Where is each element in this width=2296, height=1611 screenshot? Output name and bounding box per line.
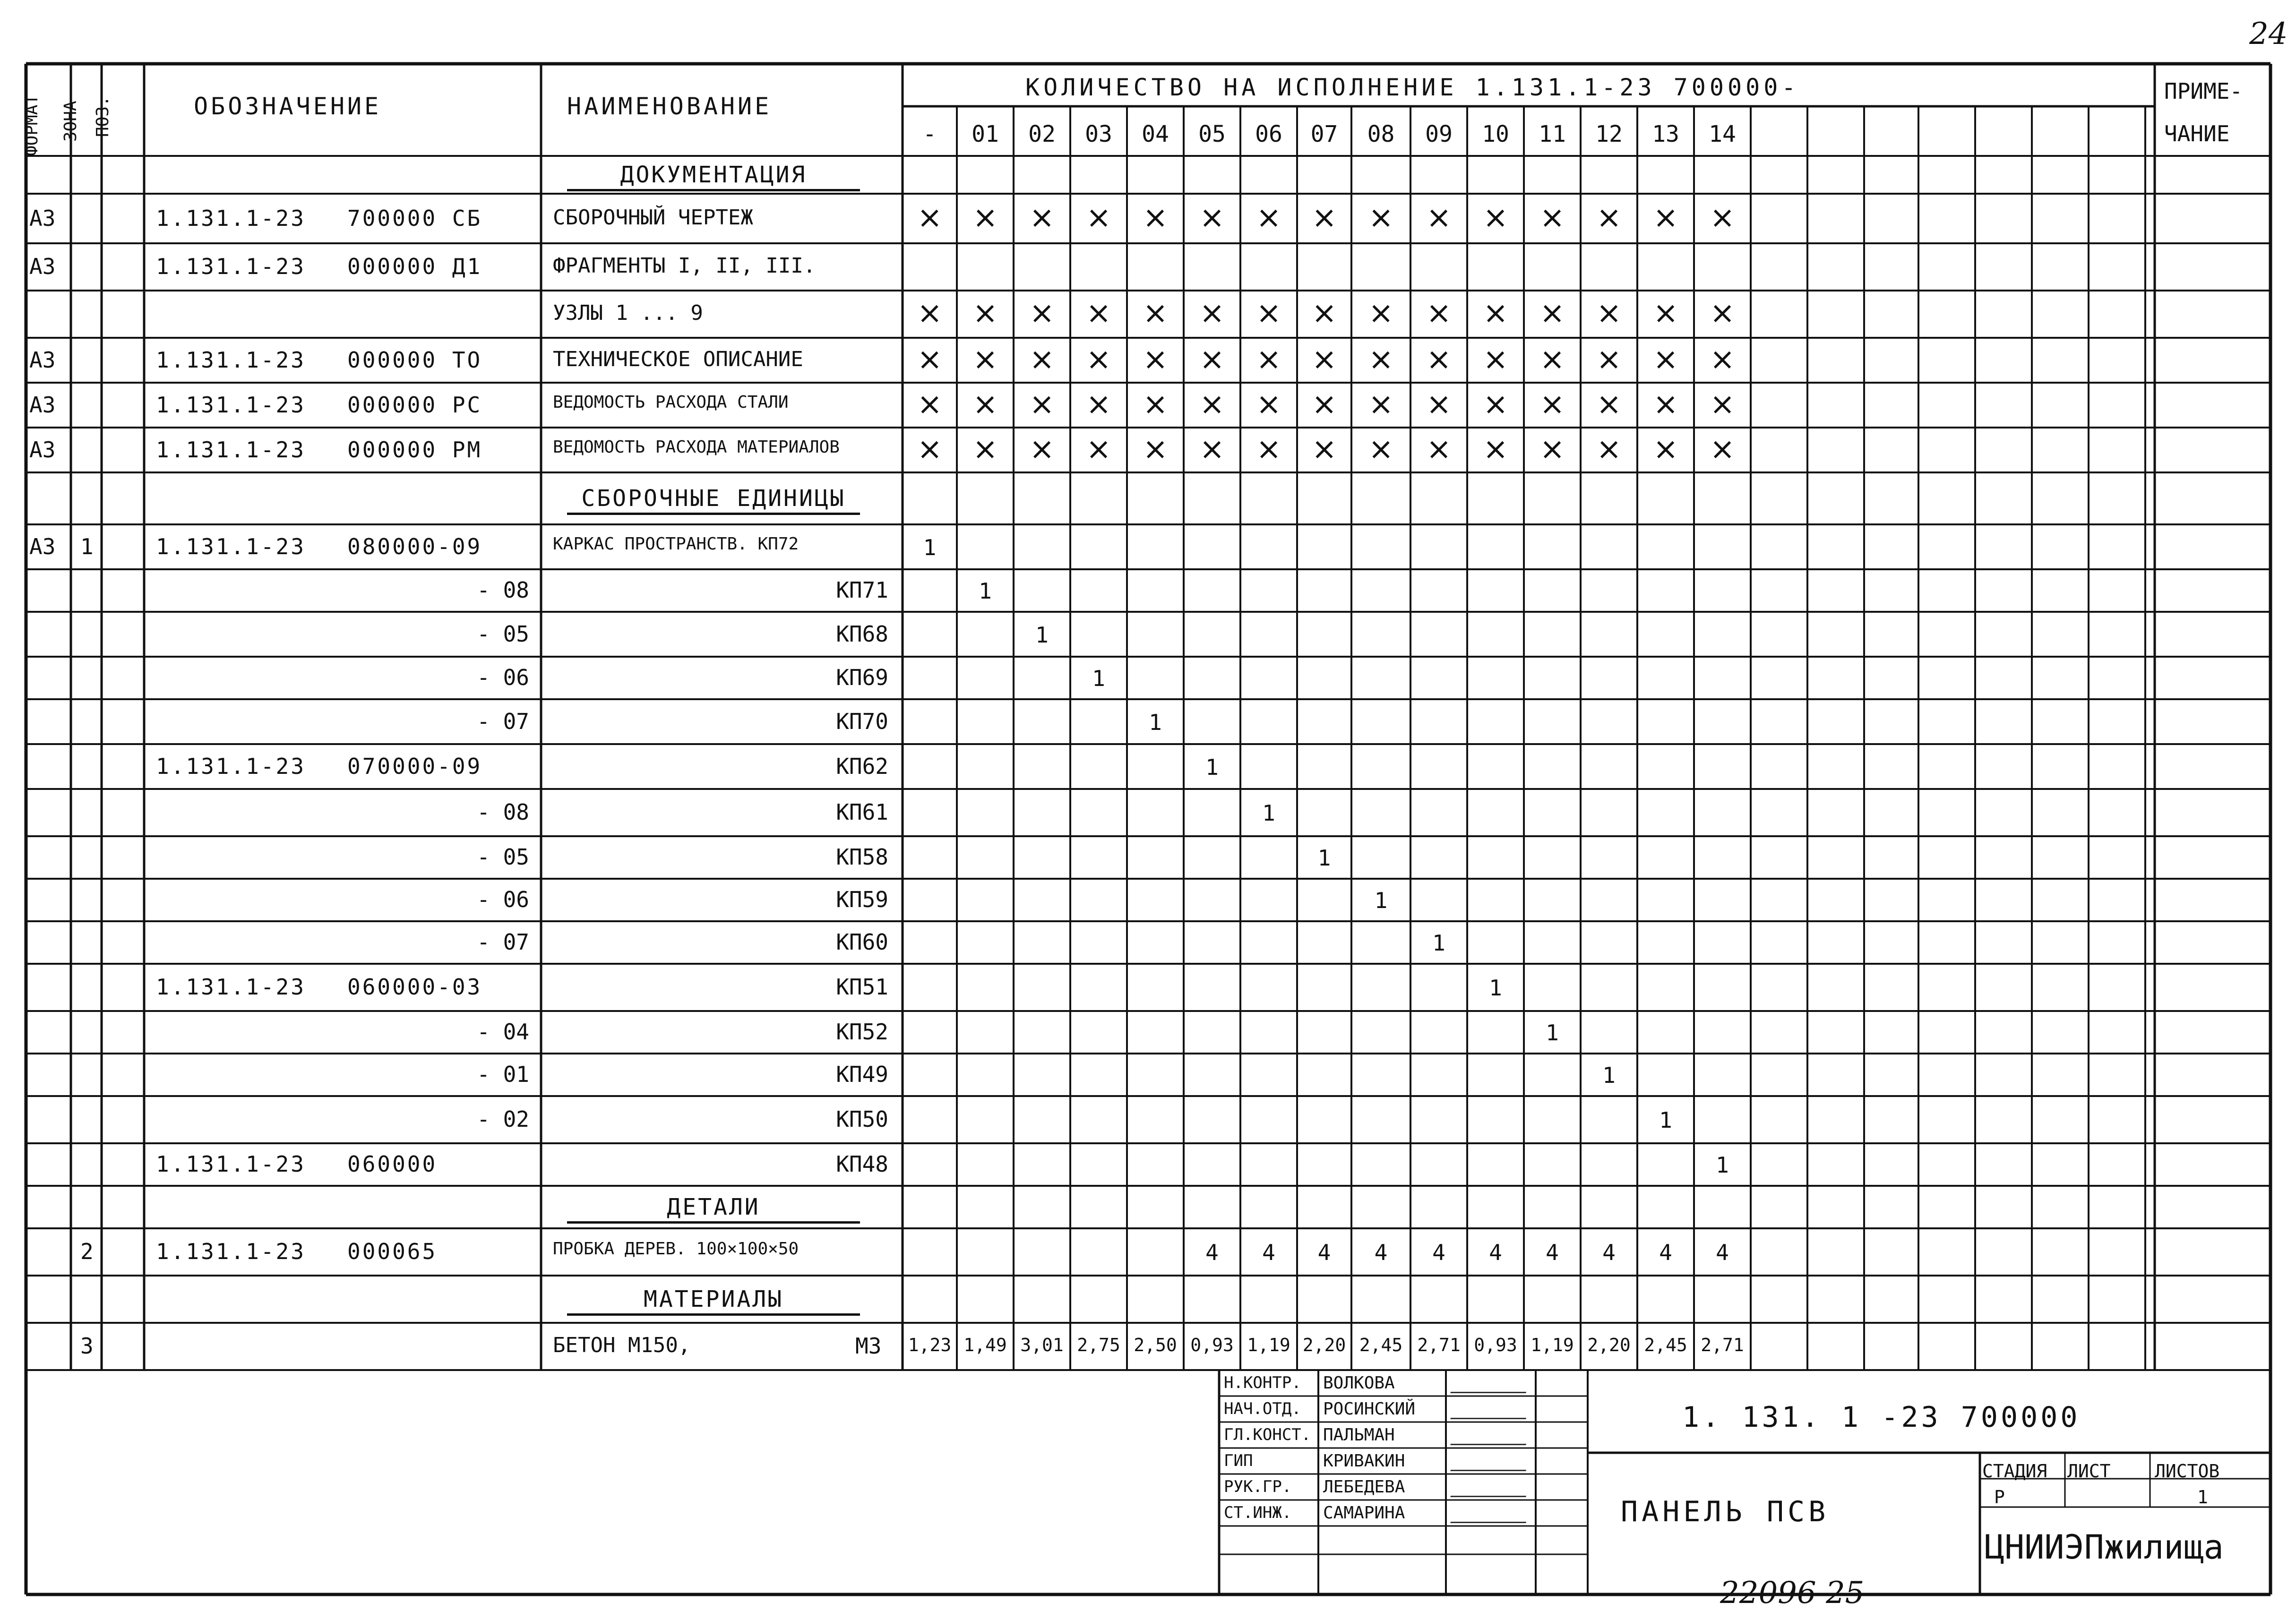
quantity-value: 1 xyxy=(1659,1107,1672,1133)
cell-designation-suffix: 700000 СБ xyxy=(347,205,482,231)
section-heading: МАТЕРИАЛЫ xyxy=(567,1288,860,1316)
variant-label: 14 xyxy=(1709,121,1736,147)
cell-designation: 1.131.1-23 xyxy=(156,392,306,418)
applicability-mark: × xyxy=(1483,342,1508,377)
handwritten-signature xyxy=(1450,1503,1531,1523)
quantity-value: 2,71 xyxy=(1701,1335,1744,1355)
quantity-value: 1 xyxy=(1317,845,1331,871)
signature-role: СТ.ИНЖ. xyxy=(1224,1503,1292,1522)
applicability-mark: × xyxy=(1143,296,1168,331)
cell-name: КАРКАС ПРОСТРАНСТВ. КП72 xyxy=(553,534,799,554)
signature-role: НАЧ.ОТД. xyxy=(1224,1399,1301,1418)
cell-zone: 1 xyxy=(80,533,94,559)
applicability-mark: × xyxy=(1086,342,1111,377)
signature-name: ПАЛЬМАН xyxy=(1323,1425,1395,1445)
applicability-mark: × xyxy=(1710,431,1735,467)
document-code: 1. 131. 1 -23 700000 xyxy=(1682,1401,2081,1434)
applicability-mark: × xyxy=(917,200,943,235)
applicability-mark: × xyxy=(1029,342,1055,377)
applicability-mark: × xyxy=(1199,431,1225,467)
quantity-value: 1,23 xyxy=(908,1335,952,1355)
quantity-value: 4 xyxy=(1374,1240,1388,1265)
applicability-mark: × xyxy=(1368,200,1394,235)
archive-number: 22096 25 xyxy=(1720,1576,1865,1611)
applicability-mark: × xyxy=(1483,431,1508,467)
applicability-mark: × xyxy=(1368,296,1394,331)
quantity-value: 4 xyxy=(1716,1240,1729,1265)
applicability-mark: × xyxy=(1426,386,1452,422)
quantity-value: 1 xyxy=(1489,975,1502,1001)
applicability-mark: × xyxy=(1710,296,1735,331)
applicability-mark: × xyxy=(1596,342,1622,377)
applicability-mark: × xyxy=(1311,386,1337,422)
quantity-value: 1 xyxy=(1205,754,1219,780)
signature-role: ГЛ.КОНСТ. xyxy=(1224,1425,1311,1444)
cell-name: КП68 xyxy=(836,621,888,647)
cell-name: ВЕДОМОСТЬ РАСХОДА МАТЕРИАЛОВ xyxy=(553,437,840,457)
cell-designation-variant: - 04 xyxy=(477,1019,529,1045)
variant-label: 06 xyxy=(1255,121,1282,147)
cell-designation: 1.131.1-23 xyxy=(156,205,306,231)
cell-name: КП58 xyxy=(836,844,888,870)
cell-designation-variant: - 06 xyxy=(477,665,529,690)
quantity-value: 1,19 xyxy=(1531,1335,1574,1355)
cell-designation-variant: - 07 xyxy=(477,929,529,955)
applicability-mark: × xyxy=(1029,431,1055,467)
cell-designation-variant: - 07 xyxy=(477,708,529,734)
section-heading: СБОРОЧНЫЕ ЕДИНИЦЫ xyxy=(567,487,860,515)
quantity-value: 2,45 xyxy=(1359,1335,1403,1355)
sheets-value: 1 xyxy=(2197,1487,2208,1508)
cell-designation-variant: - 08 xyxy=(477,577,529,603)
applicability-mark: × xyxy=(1086,200,1111,235)
applicability-mark: × xyxy=(1256,431,1281,467)
applicability-mark: × xyxy=(1539,386,1565,422)
cell-name: КП62 xyxy=(836,753,888,779)
signature-role: Н.КОНТР. xyxy=(1224,1373,1301,1392)
applicability-mark: × xyxy=(917,342,943,377)
cell-zone: 3 xyxy=(80,1333,94,1359)
quantity-value: 0,93 xyxy=(1190,1335,1234,1355)
applicability-mark: × xyxy=(1596,200,1622,235)
variant-label: 01 xyxy=(972,121,999,147)
applicability-mark: × xyxy=(1596,296,1622,331)
applicability-mark: × xyxy=(1086,296,1111,331)
cell-format: А3 xyxy=(29,347,56,373)
cell-name: КП50 xyxy=(836,1106,888,1132)
applicability-mark: × xyxy=(972,200,998,235)
cell-name: СБОРОЧНЫЙ ЧЕРТЕЖ xyxy=(553,205,753,230)
cell-designation: 1.131.1-23 xyxy=(156,1239,306,1264)
sheet-label: ЛИСТ xyxy=(2067,1461,2111,1482)
cell-designation-variant: - 02 xyxy=(477,1106,529,1132)
quantity-value: 1,49 xyxy=(963,1335,1007,1355)
handwritten-signature xyxy=(1450,1373,1531,1393)
quantity-value: 1 xyxy=(1035,622,1049,648)
quantity-value: 2,75 xyxy=(1077,1335,1120,1355)
cell-name: КП70 xyxy=(836,708,888,734)
applicability-mark: × xyxy=(917,431,943,467)
quantity-value: 2,45 xyxy=(1644,1335,1687,1355)
cell-designation: 1.131.1-23 xyxy=(156,347,306,373)
variant-label: 10 xyxy=(1482,121,1509,147)
signature-role: РУК.ГР. xyxy=(1224,1477,1292,1496)
applicability-mark: × xyxy=(1710,386,1735,422)
quantity-value: 3,01 xyxy=(1020,1335,1064,1355)
cell-format: А3 xyxy=(29,392,56,418)
section-heading: ДЕТАЛИ xyxy=(567,1196,860,1224)
cell-name: КП71 xyxy=(836,577,888,603)
applicability-mark: × xyxy=(1653,431,1678,467)
cell-format: А3 xyxy=(29,254,56,279)
quantity-value: 4 xyxy=(1489,1240,1502,1265)
applicability-mark: × xyxy=(917,296,943,331)
quantity-value: 1 xyxy=(1262,800,1275,826)
applicability-mark: × xyxy=(1143,431,1168,467)
applicability-mark: × xyxy=(1311,200,1337,235)
quantity-value: 4 xyxy=(1659,1240,1672,1265)
applicability-mark: × xyxy=(1653,342,1678,377)
quantity-value: 2,71 xyxy=(1417,1335,1461,1355)
cell-designation-variant: - 05 xyxy=(477,621,529,647)
variant-label: 08 xyxy=(1367,121,1395,147)
cell-designation-suffix: 070000-09 xyxy=(347,753,482,779)
applicability-mark: × xyxy=(1426,296,1452,331)
applicability-mark: × xyxy=(1539,342,1565,377)
applicability-mark: × xyxy=(1483,386,1508,422)
signature-name: ВОЛКОВА xyxy=(1323,1373,1395,1393)
applicability-mark: × xyxy=(1653,296,1678,331)
header-note-2: ЧАНИЕ xyxy=(2164,121,2230,146)
cell-designation-suffix: 000000 ТО xyxy=(347,347,482,373)
cell-unit: М3 xyxy=(855,1333,882,1359)
cell-name: ТЕХНИЧЕСКОЕ ОПИСАНИЕ xyxy=(553,347,803,371)
applicability-mark: × xyxy=(1143,200,1168,235)
applicability-mark: × xyxy=(1539,200,1565,235)
quantity-value: 0,93 xyxy=(1474,1335,1517,1355)
document-title-main: ПАНЕЛЬ ПСВ xyxy=(1621,1495,1830,1528)
quantity-value: 1 xyxy=(1092,666,1105,691)
cell-designation-suffix: 080000-09 xyxy=(347,533,482,559)
variant-label: 07 xyxy=(1310,121,1338,147)
applicability-mark: × xyxy=(1143,386,1168,422)
quantity-value: 1 xyxy=(1374,888,1388,913)
applicability-mark: × xyxy=(1199,386,1225,422)
handwritten-signature xyxy=(1450,1399,1531,1419)
header-format: ФОРМАТ xyxy=(22,94,42,156)
variant-label: 11 xyxy=(1539,121,1566,147)
applicability-mark: × xyxy=(1143,342,1168,377)
variant-label: 02 xyxy=(1028,121,1056,147)
quantity-value: 2,20 xyxy=(1302,1335,1346,1355)
sheet-number: 24 xyxy=(2249,17,2288,51)
cell-designation: 1.131.1-23 xyxy=(156,974,306,1000)
cell-name: ПРОБКА ДЕРЕВ. 100×100×50 xyxy=(553,1239,799,1259)
applicability-mark: × xyxy=(1368,431,1394,467)
sheets-label: ЛИСТОВ xyxy=(2155,1461,2220,1482)
stage-label: СТАДИЯ xyxy=(1982,1461,2047,1482)
applicability-mark: × xyxy=(1653,200,1678,235)
applicability-mark: × xyxy=(1368,386,1394,422)
header-zone: ЗОНА xyxy=(61,101,80,142)
applicability-mark: × xyxy=(1426,342,1452,377)
applicability-mark: × xyxy=(1256,296,1281,331)
variant-label: 05 xyxy=(1198,121,1226,147)
applicability-mark: × xyxy=(972,342,998,377)
applicability-mark: × xyxy=(1086,431,1111,467)
cell-designation-suffix: 060000 xyxy=(347,1151,438,1177)
variant-label: 04 xyxy=(1142,121,1169,147)
applicability-mark: × xyxy=(1596,386,1622,422)
handwritten-signature xyxy=(1450,1425,1531,1445)
cell-name: КП51 xyxy=(836,974,888,1000)
applicability-mark: × xyxy=(1029,200,1055,235)
variant-label: 13 xyxy=(1652,121,1679,147)
applicability-mark: × xyxy=(1029,296,1055,331)
applicability-mark: × xyxy=(1086,386,1111,422)
quantity-value: 4 xyxy=(1432,1240,1445,1265)
quantity-value: 1 xyxy=(979,578,992,604)
applicability-mark: × xyxy=(1483,200,1508,235)
applicability-mark: × xyxy=(1653,386,1678,422)
quantity-value: 1 xyxy=(1602,1063,1616,1088)
quantity-value: 4 xyxy=(1205,1240,1219,1265)
applicability-mark: × xyxy=(1199,200,1225,235)
cell-name: КП52 xyxy=(836,1019,888,1045)
applicability-mark: × xyxy=(1368,342,1394,377)
quantity-value: 1,19 xyxy=(1247,1335,1290,1355)
variant-label: - xyxy=(923,121,937,147)
quantity-value: 4 xyxy=(1602,1240,1616,1265)
applicability-mark: × xyxy=(972,386,998,422)
variant-label: 12 xyxy=(1595,121,1623,147)
quantity-value: 4 xyxy=(1317,1240,1331,1265)
cell-designation: 1.131.1-23 xyxy=(156,533,306,559)
cell-name: УЗЛЫ 1 ... 9 xyxy=(553,301,703,325)
header-note-1: ПРИМЕ- xyxy=(2164,78,2243,104)
applicability-mark: × xyxy=(1539,296,1565,331)
applicability-mark: × xyxy=(1256,386,1281,422)
signature-name: САМАРИНА xyxy=(1323,1503,1405,1523)
cell-designation: 1.131.1-23 xyxy=(156,254,306,279)
applicability-mark: × xyxy=(917,386,943,422)
applicability-mark: × xyxy=(1426,200,1452,235)
cell-designation: 1.131.1-23 xyxy=(156,1151,306,1177)
signature-role: ГИП xyxy=(1224,1451,1253,1470)
cell-name: КП61 xyxy=(836,799,888,825)
stage-value: Р xyxy=(1994,1487,2005,1508)
cell-designation-variant: - 06 xyxy=(477,887,529,912)
variant-label: 03 xyxy=(1085,121,1112,147)
applicability-mark: × xyxy=(972,296,998,331)
cell-designation-suffix: 000000 РМ xyxy=(347,437,482,463)
cell-name: КП59 xyxy=(836,887,888,912)
quantity-value: 1 xyxy=(1716,1152,1729,1178)
cell-name: БЕТОН М150, xyxy=(553,1333,691,1357)
header-quantity: КОЛИЧЕСТВО НА ИСПОЛНЕНИЕ 1.131.1-23 700000- xyxy=(1025,74,1800,101)
cell-designation: 1.131.1-23 xyxy=(156,437,306,463)
applicability-mark: × xyxy=(1710,200,1735,235)
cell-format: А3 xyxy=(29,205,56,231)
cell-name: КП49 xyxy=(836,1062,888,1087)
applicability-mark: × xyxy=(1199,342,1225,377)
applicability-mark: × xyxy=(1483,296,1508,331)
applicability-mark: × xyxy=(1311,342,1337,377)
applicability-mark: × xyxy=(1199,296,1225,331)
applicability-mark: × xyxy=(1029,386,1055,422)
applicability-mark: × xyxy=(1596,431,1622,467)
cell-name: ФРАГМЕНТЫ I, II, III. xyxy=(553,254,816,278)
applicability-mark: × xyxy=(1710,342,1735,377)
cell-designation-variant: - 01 xyxy=(477,1062,529,1087)
cell-designation-suffix: 000000 Д1 xyxy=(347,254,482,279)
applicability-mark: × xyxy=(1311,431,1337,467)
cell-name: ВЕДОМОСТЬ РАСХОДА СТАЛИ xyxy=(553,392,789,412)
signature-name: РОСИНСКИЙ xyxy=(1323,1399,1416,1419)
section-heading: ДОКУМЕНТАЦИЯ xyxy=(567,163,860,191)
cell-name: КП69 xyxy=(836,665,888,690)
organization: ЦНИИЭПжилища xyxy=(1985,1528,2224,1567)
cell-designation-variant: - 08 xyxy=(477,799,529,825)
header-pos: ПОЗ. xyxy=(93,96,112,137)
cell-designation-suffix: 000000 РС xyxy=(347,392,482,418)
applicability-mark: × xyxy=(972,431,998,467)
applicability-mark: × xyxy=(1539,431,1565,467)
quantity-value: 4 xyxy=(1262,1240,1275,1265)
signature-name: ЛЕБЕДЕВА xyxy=(1323,1477,1405,1497)
cell-name: КП48 xyxy=(836,1151,888,1177)
cell-format: А3 xyxy=(29,437,56,463)
quantity-value: 4 xyxy=(1546,1240,1559,1265)
applicability-mark: × xyxy=(1256,200,1281,235)
quantity-value: 1 xyxy=(1432,930,1445,956)
cell-format: А3 xyxy=(29,533,56,559)
handwritten-signature xyxy=(1450,1477,1531,1497)
cell-zone: 2 xyxy=(80,1239,94,1264)
quantity-value: 2,50 xyxy=(1134,1335,1177,1355)
quantity-value: 1 xyxy=(1149,709,1162,735)
header-name: НАИМЕНОВАНИЕ xyxy=(567,93,772,120)
cell-name: КП60 xyxy=(836,929,888,955)
applicability-mark: × xyxy=(1256,342,1281,377)
cell-designation-variant: - 05 xyxy=(477,844,529,870)
quantity-value: 2,20 xyxy=(1587,1335,1631,1355)
handwritten-signature xyxy=(1450,1451,1531,1471)
cell-designation-suffix: 060000-03 xyxy=(347,974,482,1000)
cell-designation: 1.131.1-23 xyxy=(156,753,306,779)
cell-designation-suffix: 000065 xyxy=(347,1239,438,1264)
signature-name: КРИВАКИН xyxy=(1323,1451,1405,1471)
quantity-value: 1 xyxy=(1546,1020,1559,1045)
quantity-value: 1 xyxy=(923,534,937,560)
applicability-mark: × xyxy=(1311,296,1337,331)
variant-label: 09 xyxy=(1425,121,1453,147)
applicability-mark: × xyxy=(1426,431,1452,467)
header-designation: ОБОЗНАЧЕНИЕ xyxy=(194,93,382,120)
